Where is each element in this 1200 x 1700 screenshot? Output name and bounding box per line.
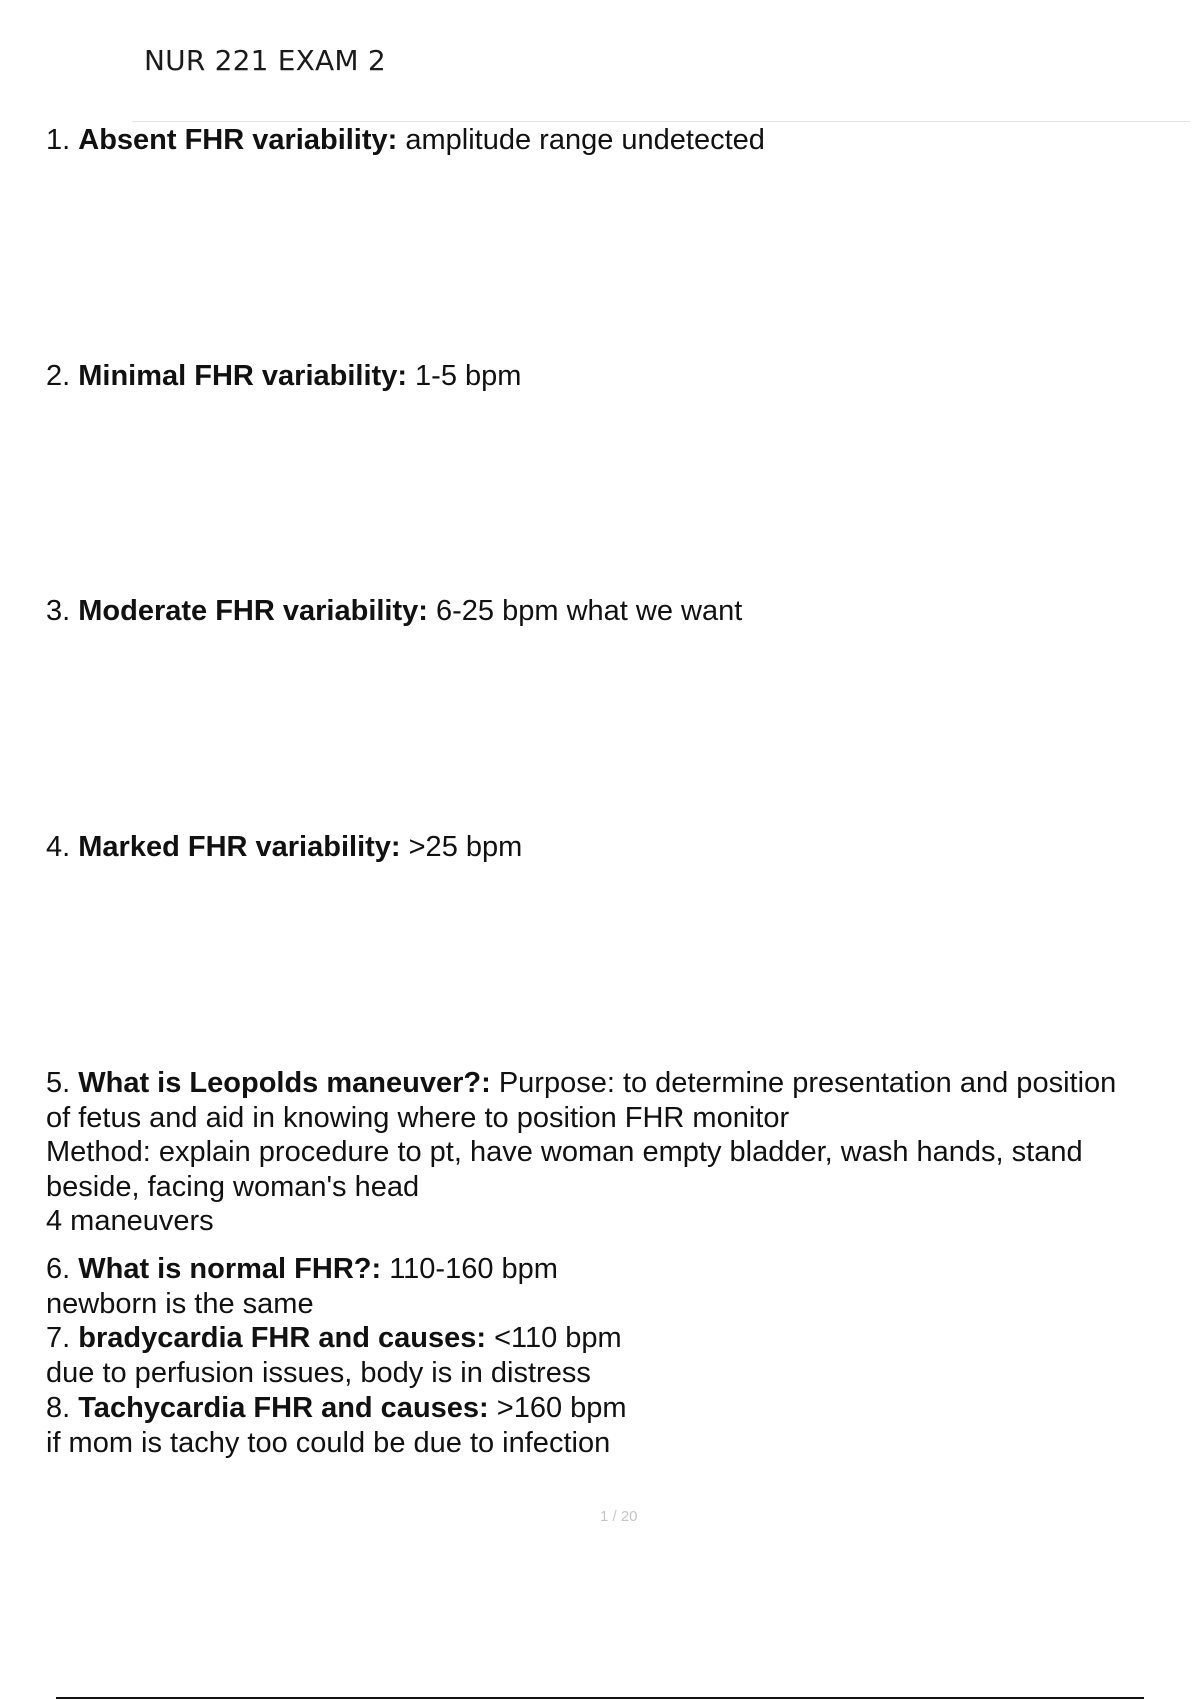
header-divider <box>132 121 1190 122</box>
item-number: 4. <box>46 831 79 863</box>
item-question: Absent FHR variability: <box>78 124 406 156</box>
item-answer-line: due to perfusion issues, body is in distress <box>46 1356 591 1389</box>
item-question: Minimal FHR variability: <box>78 360 416 392</box>
item-answer: >160 bpm <box>496 1392 627 1424</box>
item-answer: 6-25 bpm what we want <box>436 595 743 627</box>
item-answer-line: Method: explain procedure to pt, have woman empty bladder, wash hands, stand <box>46 1136 1083 1168</box>
item-line <box>46 1252 1196 1287</box>
item-answer: 110-160 bpm <box>389 1253 558 1285</box>
item-number: 5. <box>46 1067 79 1099</box>
flashcard-item <box>46 359 1196 394</box>
item-line <box>46 359 1196 394</box>
item-question: What is normal FHR?: <box>78 1253 390 1285</box>
document-header: NUR 221 EXAM 2 <box>144 44 386 77</box>
item-answer: Purpose: to determine presentation and position <box>498 1067 1117 1099</box>
item-answer-line: newborn is the same <box>46 1287 314 1320</box>
item-number: 8. <box>46 1392 79 1424</box>
item-number: 1. <box>46 124 79 156</box>
item-answer-line: if mom is tachy too could be due to infection <box>46 1426 611 1459</box>
flashcard-item <box>46 830 1196 865</box>
item-answer-line: beside, facing woman's head <box>46 1170 420 1203</box>
item-question: What is Leopolds maneuver?: <box>78 1067 499 1099</box>
item-answer: 1-5 bpm <box>415 360 522 392</box>
item-line <box>46 1321 1196 1356</box>
flashcard-item <box>46 594 1196 629</box>
flashcard-item <box>46 1066 1196 1239</box>
item-question: Tachycardia FHR and causes: <box>78 1392 497 1424</box>
flashcard-item <box>46 123 1196 158</box>
flashcard-item <box>46 1391 1196 1460</box>
flashcard-item <box>46 1321 1196 1390</box>
footer-divider <box>56 1697 1144 1699</box>
item-answer: amplitude range undetected <box>405 124 765 156</box>
item-answer: >25 bpm <box>408 831 523 863</box>
item-number: 3. <box>46 595 79 627</box>
item-line <box>46 1066 1196 1101</box>
flashcard-item <box>46 1252 1196 1321</box>
item-answer-line: 4 maneuvers <box>46 1205 214 1237</box>
item-line <box>46 830 1196 865</box>
item-line <box>46 1391 1196 1426</box>
item-answer: <110 bpm <box>494 1322 622 1354</box>
item-line <box>46 123 1196 158</box>
item-question: bradycardia FHR and causes: <box>78 1322 495 1354</box>
item-question: Moderate FHR variability: <box>78 595 436 627</box>
item-number: 2. <box>46 360 79 392</box>
item-line <box>46 594 1196 629</box>
item-question: Marked FHR variability: <box>78 831 409 863</box>
item-number: 6. <box>46 1253 79 1285</box>
item-answer-line: of fetus and aid in knowing where to position FHR monitor <box>46 1101 790 1134</box>
item-number: 7. <box>46 1322 79 1354</box>
page-number: 1 / 20 <box>600 1508 638 1525</box>
